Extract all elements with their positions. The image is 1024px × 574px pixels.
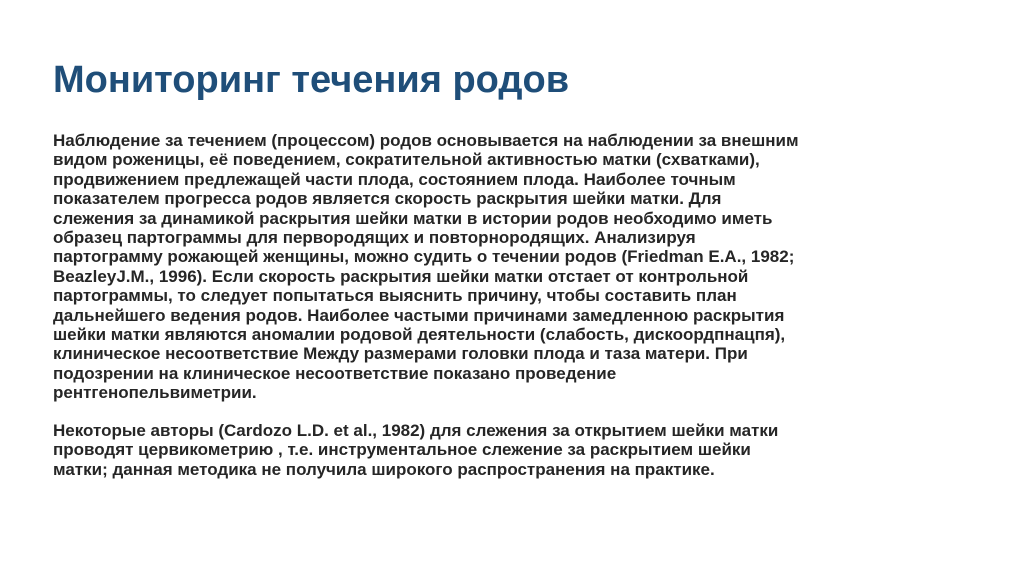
body-paragraph-1: Наблюдение за течением (процессом) родов основывается на наблюдении за внешним видом роженицы, её поведением, сократительной активностью матки (схватками), продвижением предлежащей части плода, состоянием плода. Наиболее точным показателем прогресса родов является скорость раскрытия шейки матки. Для слежения за динамикой раскрытия шейки матки в истории родов необходимо иметь образец партограммы для первородящих и повторнородящих. Анализируя партограмму рожающей женщины, можно судить о течении родов (Friedman E.A., 1982; BeazleyJ.M., 1996). Если скорость раскрытия шейки матки отстает от контрольной партограммы, то следует попытаться выяснить причину, чтобы составить план дальнейшего ведения родов. Наиболее частыми причинами замедленною раскрытия шейки матки являются аномалии родовой деятельности (слабость, дискоордпнацпя), клиническое несоответствие Между размерами головки плода и таза матери. При подозрении на клиническое несоответствие показано проведение рентгенопельвиметрии.	[53, 131, 799, 403]
slide-title: Мониторинг течения родов	[53, 59, 570, 101]
body-paragraph-2: Некоторые авторы (Cardozo L.D. et al., 1982) для слежения за открытием шейки матки проводят цервикометрию , т.е. инструментальное слежение за раскрытием шейки матки; данная методика не получила широкого распространения на практике.	[53, 420, 779, 479]
slide-body	[53, 131, 993, 479]
